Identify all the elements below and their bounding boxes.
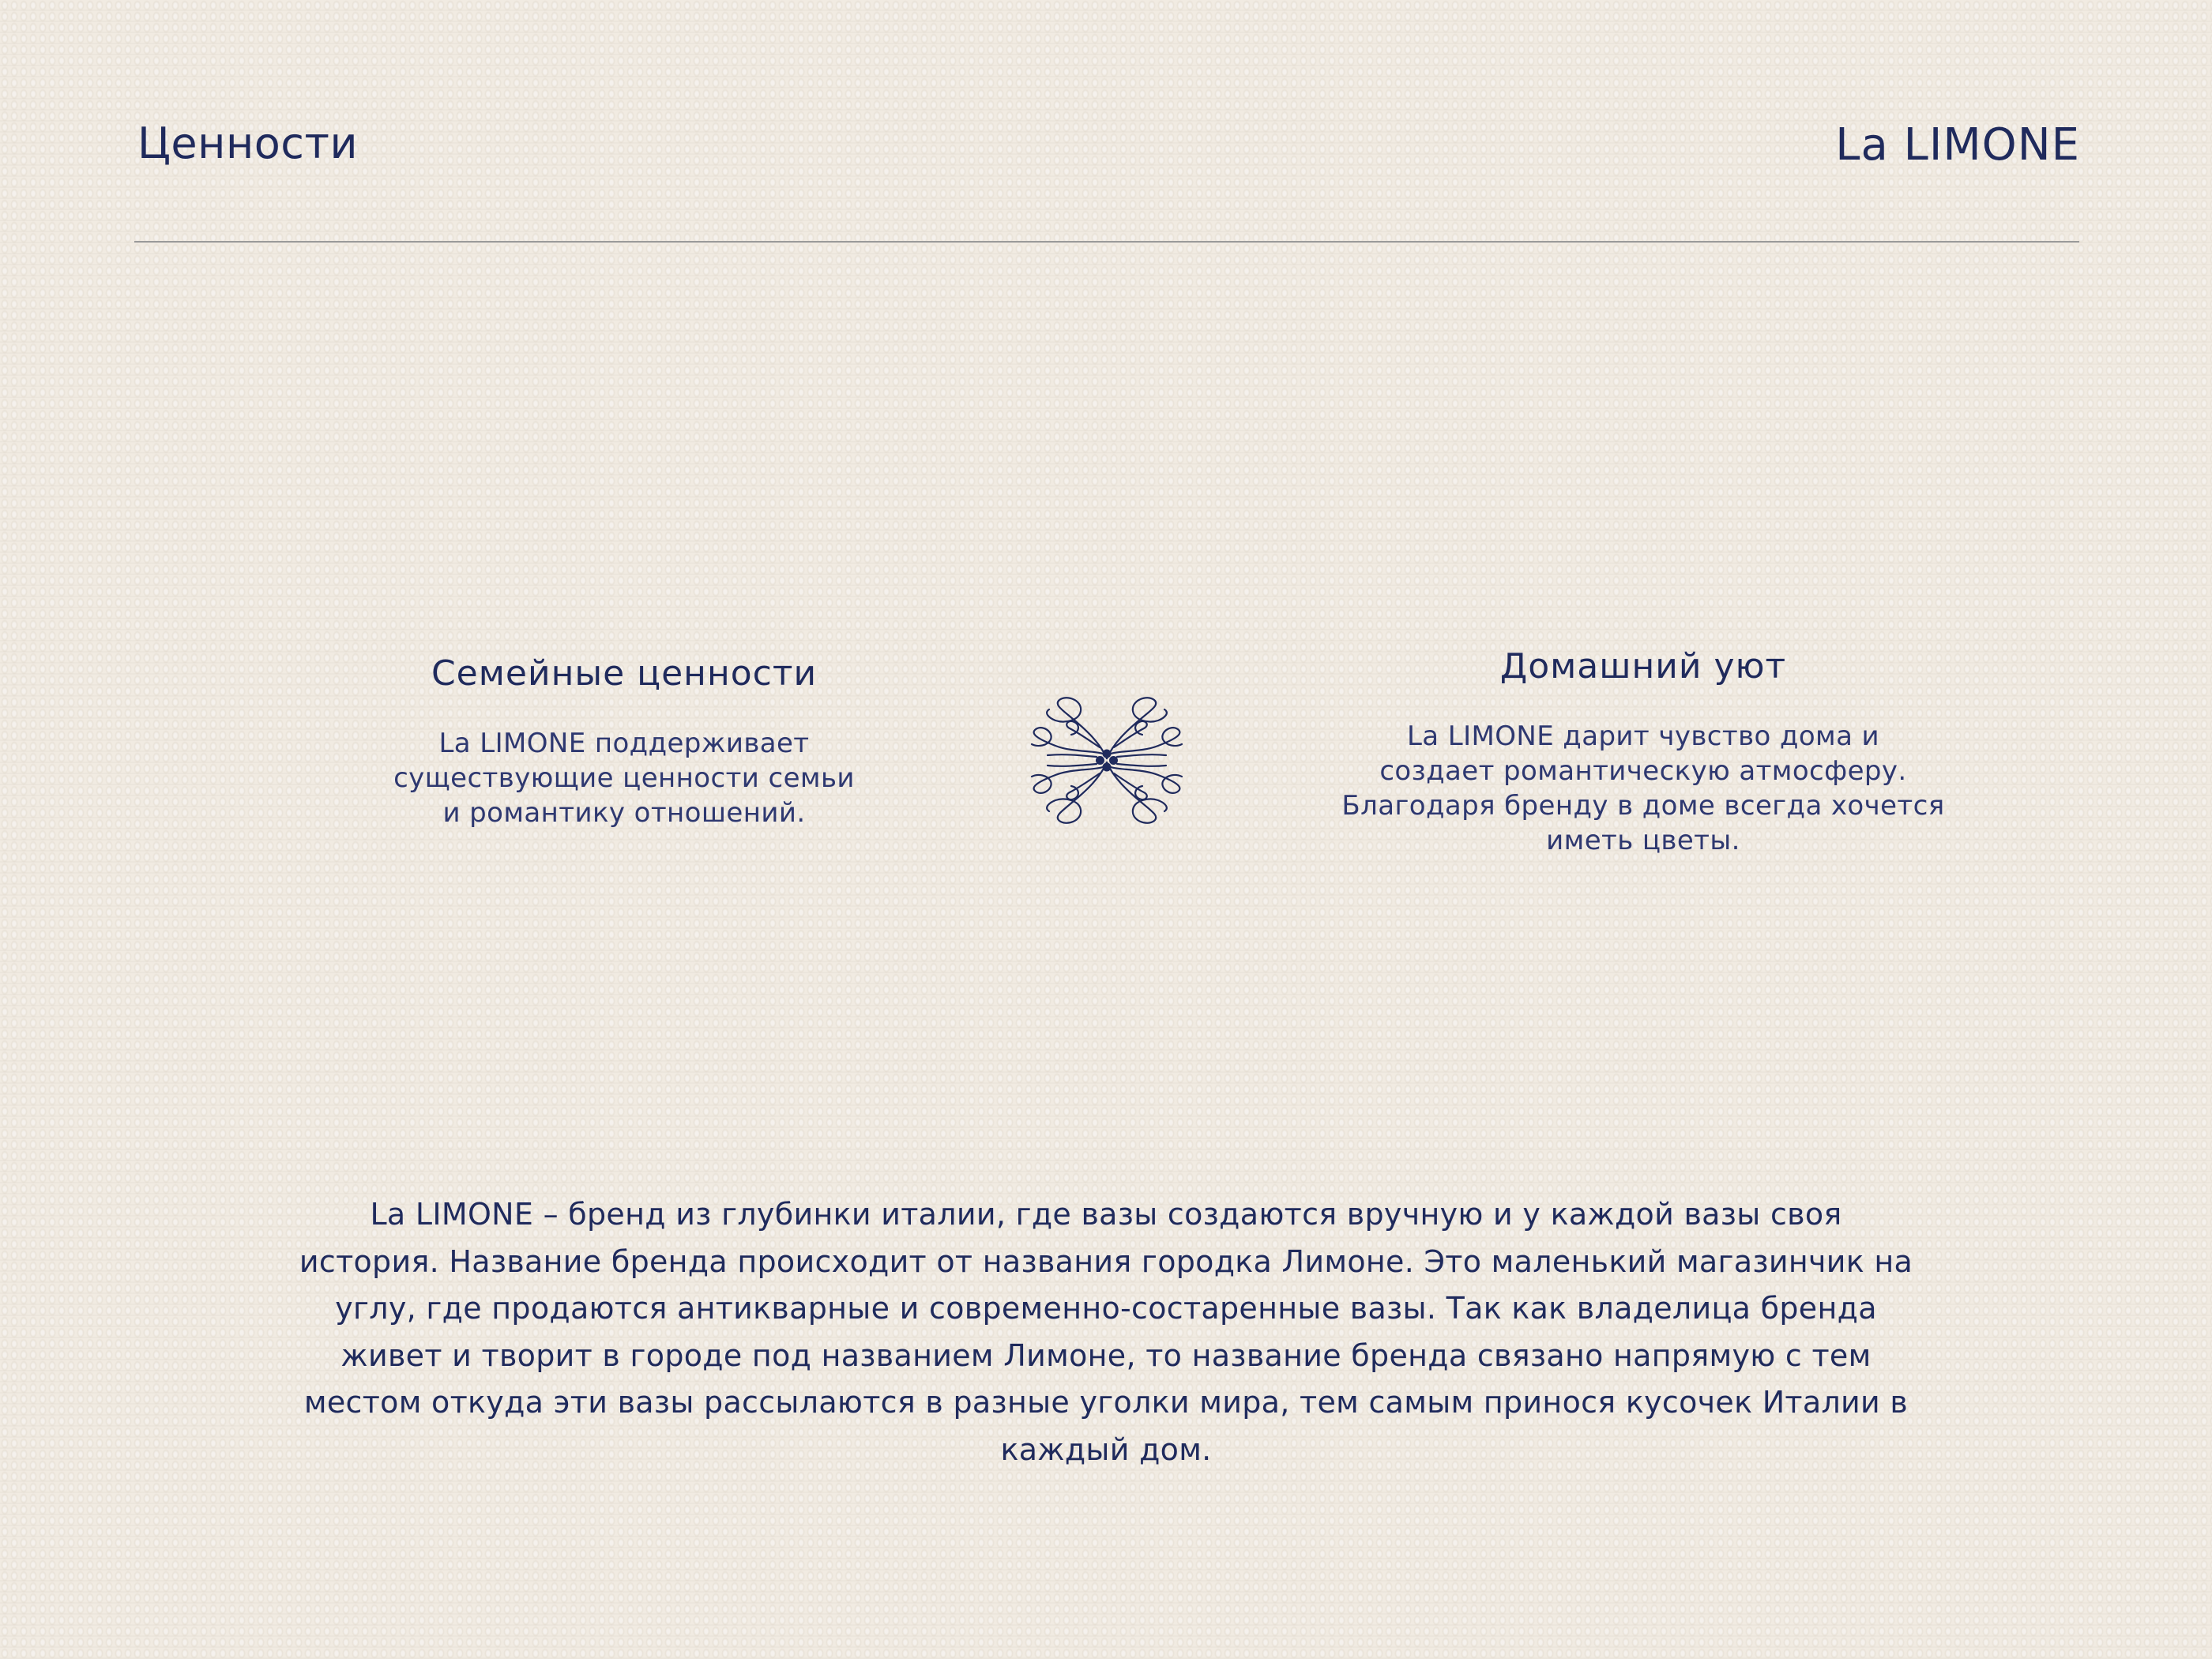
brand-description: La LIMONE – бренд из глубинки италии, где вазы создаются вручную и у каждой вазы своя история. Название бренда происходит от названия городка Лимоне. Это маленький магазинчик на углу, где продаются антикварные и современно-состаренные вазы. Так как владелица бренда живет и творит в городе под названием Лимоне, то название бренда связано напрямую с тем местом откуда эти вазы рассылаются в разные уголки мира, тем самым принося кусочек Италии в каждый дом. xyxy=(299,1197,1913,1467)
flourish-monogram-icon xyxy=(1024,695,1190,826)
page-title: Ценности xyxy=(137,118,359,168)
value-heading: Семейные ценности xyxy=(431,653,818,694)
value-heading: Домашний уют xyxy=(1499,646,1787,687)
header-divider xyxy=(134,241,2079,243)
value-description: La LIMONE поддерживает существующие ценности семьи и романтику отношений. xyxy=(393,728,855,830)
value-home-comfort xyxy=(1288,644,1999,858)
brand-logo-text: La LIMONE xyxy=(1835,119,2080,171)
value-family xyxy=(348,651,901,830)
value-description: La LIMONE дарит чувство дома и создает романтическую атмосферу. Благодаря бренду в доме всегда хочется иметь цветы. xyxy=(1341,720,1945,857)
